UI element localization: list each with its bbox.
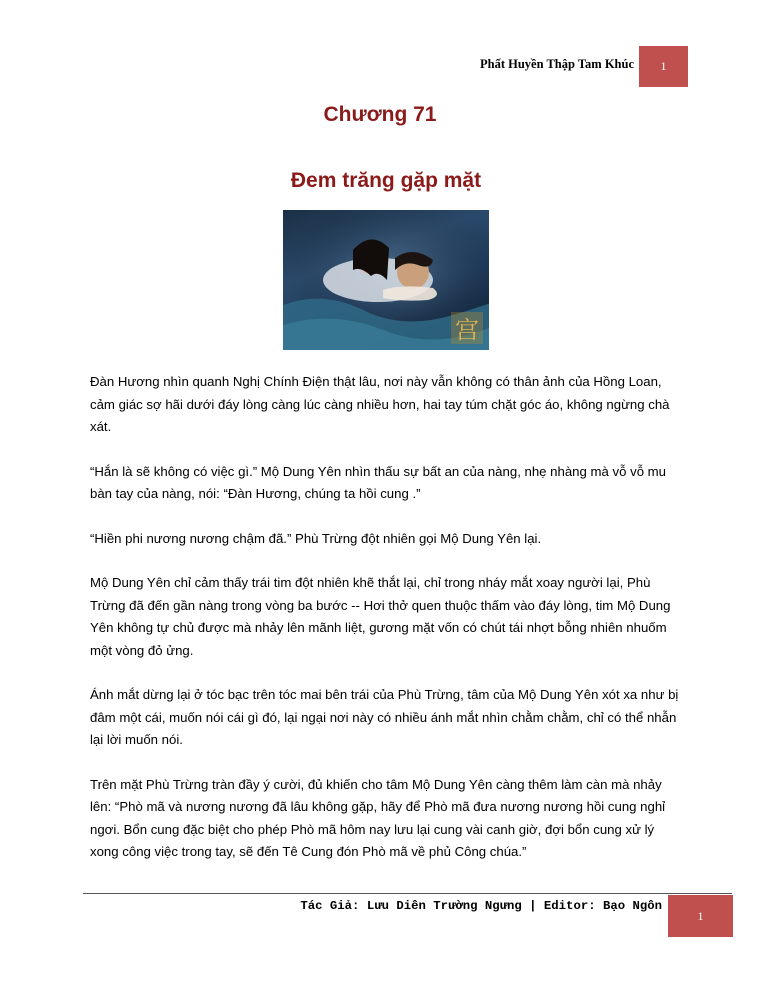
paragraph: “Hắn là sẽ không có việc gì.” Mộ Dung Yên nhìn thấu sự bất an của nàng, nhẹ nhàng mà vỗ vỗ mu bàn tay của nàng, nói: “Đàn Hương, chúng ta hồi cung .”	[90, 463, 667, 501]
paragraph: Trên mặt Phù Trừng tràn đầy ý cười, đủ khiến cho tâm Mộ Dung Yên càng thêm làm càn mà nhảy lên: “Phò mã và nương nương đã lâu không gặp, hãy để Phò mã đưa nương nương hồi cung nghỉ ngơi. Bổn cung đặc biệt cho phép Phò mã hôm nay lưu lại cung vài canh giờ, đợi bổn cung xử lý xong công việc trong tay, sẽ đến Tê Cung đón Phò mã về phủ Công chúa.”	[90, 776, 666, 859]
paragraph: Ánh mắt dừng lại ở tóc bạc trên tóc mai bên trái của Phù Trừng, tâm của Mộ Dung Yên xót xa như bị đâm một cái, muốn nói cái gì đó, lại ngại nơi này có nhiều ánh mắt nhìn chằm chằm, chỉ có thể nhẫn lại lời muốn nói.	[90, 687, 679, 747]
illustration-watermark: 宫	[455, 316, 479, 344]
running-header-title: Phất Huyền Thập Tam Khúc	[480, 57, 634, 71]
footer-credits: Tác Giả: Lưu Diên Trường Ngưng | Editor: Bạo Ngôn	[300, 899, 662, 913]
chapter-title: Đem trăng gặp mặt	[290, 169, 482, 192]
chapter-body	[90, 371, 682, 886]
footer-divider	[83, 893, 732, 894]
footer-page-number: 1	[668, 895, 733, 937]
chapter-illustration	[283, 210, 489, 350]
chapter-number: Chương 71	[323, 103, 437, 126]
header-page-number: 1	[639, 46, 688, 87]
paragraph: “Hiền phi nương nương chậm đã.” Phù Trừng đột nhiên gọi Mộ Dung Yên lại.	[90, 530, 542, 546]
paragraph: Đàn Hương nhìn quanh Nghị Chính Điện thật lâu, nơi này vẫn không có thân ảnh của Hồng Loan, cảm giác sợ hãi dưới đáy lòng càng lúc càng nhiều hơn, hai tay túm chặt góc áo, không ngừng chà xát.	[90, 374, 670, 434]
paragraph: Mộ Dung Yên chỉ cảm thấy trái tim đột nhiên khẽ thắt lại, chỉ trong nháy mắt xoay người lại, Phù Trừng đã đến gần nàng trong vòng ba bước -- Hơi thở quen thuộc thấm vào đáy lòng, tim Mộ Dung Yên không tự chủ được mà nhảy lên mãnh liệt, gương mặt vốn có chút tái nhợt bỗng nhiên nhuốm một vòng đỏ ửng.	[90, 575, 671, 658]
illustration-drawing	[283, 210, 489, 350]
